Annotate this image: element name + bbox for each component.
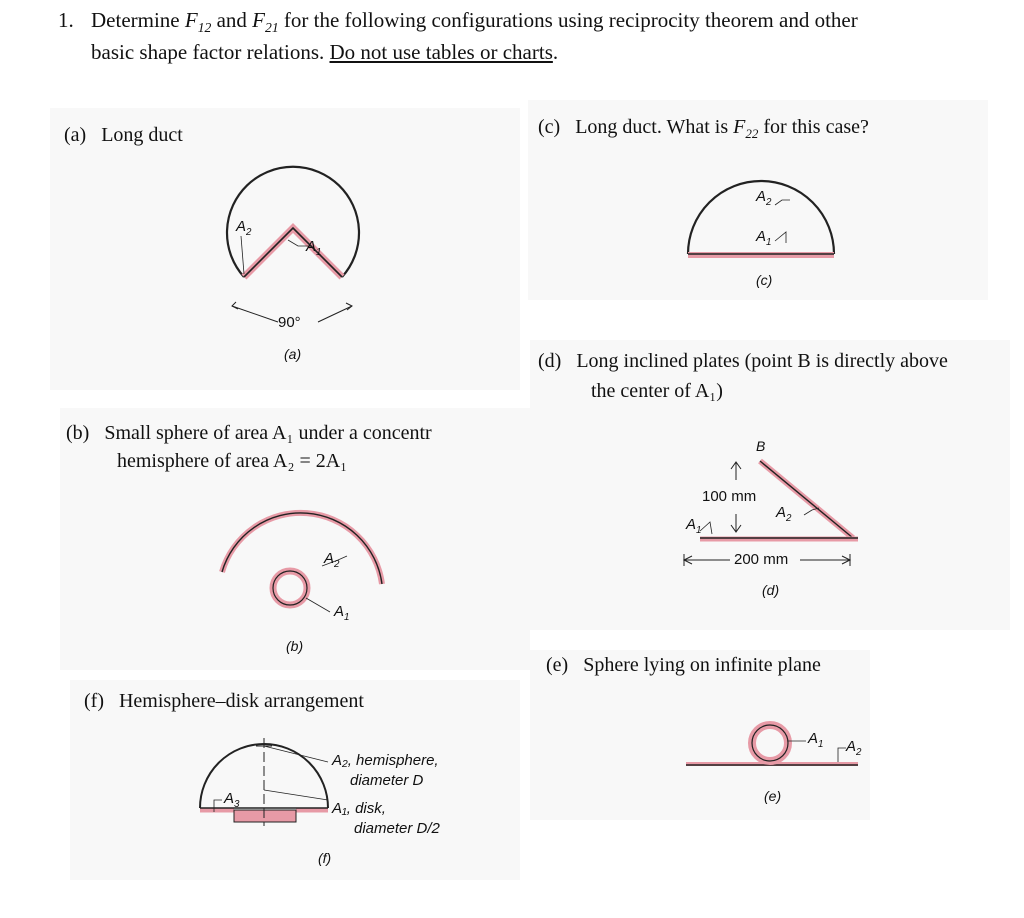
width-label: 200 mm xyxy=(734,551,789,568)
leader-f-a2 xyxy=(264,746,328,762)
label-b-point: B xyxy=(756,438,766,454)
duct-a-notch-highlight xyxy=(244,228,342,277)
text: Determine xyxy=(91,8,185,32)
label-a-a1: $A_1$ xyxy=(306,238,322,258)
part-d-heading: (d) Long inclined plates (point B is directly above xyxy=(538,350,948,372)
diagram-f xyxy=(200,738,328,826)
leader-e-a2 xyxy=(838,748,846,762)
angle-arm-right xyxy=(318,306,352,322)
small-sphere xyxy=(273,571,307,605)
inclined-plate xyxy=(760,461,853,538)
caption-a: (a) xyxy=(284,346,302,362)
caption-f: (f) xyxy=(318,850,332,866)
caption-b: (b) xyxy=(286,638,304,654)
emphasis-instruction: Do not use tables or charts xyxy=(329,40,553,64)
caption-e: (e) xyxy=(764,788,782,804)
part-f-heading: (f) Hemisphere–disk arrangement xyxy=(84,690,364,712)
part-b-heading-line2: hemisphere of area A₂ = 2A₁ xyxy=(117,450,348,472)
leader-c-a1 xyxy=(775,232,786,243)
label-c-a2: $A_2$ xyxy=(756,188,772,208)
f12-symbol: $F_{12}$ xyxy=(184,8,212,36)
label-f-a2: A₂, hemisphere, xyxy=(332,752,439,769)
angle-arm-left xyxy=(232,306,278,322)
label-f-a2-desc: diameter D xyxy=(350,772,424,789)
disk-a1 xyxy=(234,810,296,822)
diagram-b xyxy=(222,513,382,612)
part-b-heading: (b) Small sphere of area A₁ under a concentr xyxy=(66,422,432,444)
diagram-a xyxy=(227,167,359,322)
part-c-heading: (c) Long duct. What is $F_{22}$ for this case? xyxy=(538,116,869,141)
leader-c-a2 xyxy=(775,200,790,205)
label-c-a1: $A_1$ xyxy=(756,228,772,248)
angle-label: 90° xyxy=(278,314,301,331)
caption-d: (d) xyxy=(762,582,780,598)
label-a-a2: $A_2$ xyxy=(236,218,252,238)
leader-a2 xyxy=(241,236,244,274)
leader-d-a1 xyxy=(700,522,712,534)
label-b-a2: $A_2$ xyxy=(324,550,340,570)
label-f-a1-desc: diameter D/2 xyxy=(354,820,440,837)
diagram-e xyxy=(686,725,858,765)
label-e-a1: $A_1$ xyxy=(808,730,824,750)
part-a-heading: (a) Long duct xyxy=(64,124,183,146)
leader-f-a1 xyxy=(264,790,328,800)
label-f-a3: $A_3$ xyxy=(224,790,240,810)
height-label: 100 mm xyxy=(702,488,757,505)
f21-symbol: $F_{21}$ xyxy=(252,8,279,36)
problem-line-1: Determine $F_{12}$ and $F_{21}$ for the following configurations using reciprocity theorem and other xyxy=(91,8,858,36)
part-d-heading-line2: the center of A₁) xyxy=(591,380,723,402)
problem-number: 1. xyxy=(58,8,74,32)
leader-b-a1 xyxy=(306,598,330,612)
sphere-e xyxy=(752,725,788,761)
caption-c: (c) xyxy=(756,272,773,288)
label-b-a1: $A_1$ xyxy=(334,603,350,623)
label-d-a1: $A_1$ xyxy=(686,516,702,536)
part-e-heading: (e) Sphere lying on infinite plane xyxy=(546,654,821,676)
duct-a-notch xyxy=(244,228,342,277)
problem-line-2: basic shape factor relations. Do not use tables or charts. xyxy=(91,40,559,64)
label-e-a2: $A_2$ xyxy=(846,738,862,758)
label-d-a2: $A_2$ xyxy=(776,504,792,524)
label-f-a1: A₁, disk, xyxy=(332,800,386,817)
